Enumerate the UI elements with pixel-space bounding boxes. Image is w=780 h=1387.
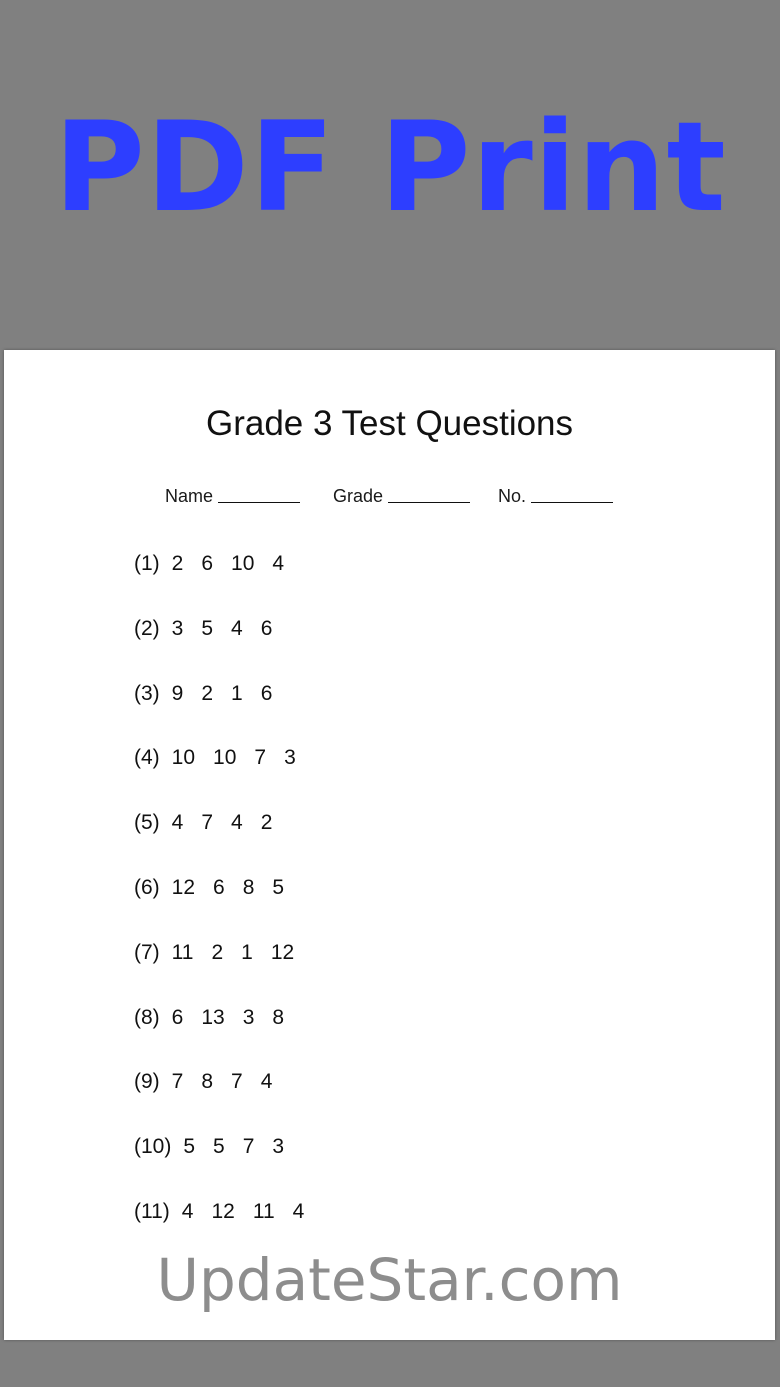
question-number: 4 [171,811,184,835]
number-label: No. [498,486,527,506]
question-number: 4 [181,1199,194,1223]
question-number: 11 [171,940,194,964]
question-label: (8) [134,1005,160,1029]
question-number: 8 [242,875,255,899]
question-item [134,546,314,611]
grade-blank-line [388,502,470,503]
question-number: 10 [171,746,196,770]
document-page[interactable] [4,350,775,1340]
question-label: (9) [134,1070,160,1094]
question-number: 6 [213,875,225,899]
question-number: 4 [260,1070,273,1094]
question-number: 5 [213,1135,225,1159]
question-number: 2 [260,811,273,835]
question-number: 5 [183,1135,196,1159]
question-number: 7 [231,1070,243,1094]
question-number: 10 [213,746,237,770]
banner-title: PDF Print [54,96,727,240]
question-item [134,1000,314,1065]
grade-field [333,486,470,507]
question-number: 7 [242,1135,255,1159]
question-label: (4) [134,746,160,770]
question-list [134,546,314,1259]
question-number: 12 [211,1199,235,1223]
question-number: 4 [231,616,243,640]
question-label: (7) [134,940,160,964]
name-blank-line [218,502,300,503]
question-number: 2 [171,552,184,575]
document-title: Grade 3 Test Questions [205,404,574,443]
question-number: 1 [241,940,253,964]
question-number: 7 [201,811,214,835]
question-item [134,611,314,676]
question-item [134,935,314,1000]
question-item [134,805,314,870]
question-number: 4 [292,1199,305,1223]
watermark: UpdateStar.com [156,1246,623,1314]
question-number: 3 [171,616,184,640]
question-label: (11) [134,1199,170,1223]
question-label: (6) [134,875,160,899]
question-number: 9 [171,681,184,705]
question-number: 5 [272,875,285,899]
question-number: 4 [272,552,285,575]
question-label: (5) [134,811,160,835]
question-label: (10) [134,1135,172,1159]
question-item [134,1064,314,1129]
question-number: 11 [252,1199,275,1223]
question-item [134,740,314,805]
question-number: 2 [201,681,214,705]
question-number: 7 [254,746,267,770]
question-number: 3 [272,1135,285,1159]
question-number: 8 [201,1070,214,1094]
question-number: 12 [171,875,196,899]
question-item [134,676,314,741]
question-number: 6 [201,552,214,575]
question-number: 10 [231,552,255,575]
question-number: 3 [284,746,296,770]
grade-label: Grade [333,486,384,506]
student-info-row [4,486,775,512]
question-label: (1) [134,552,160,575]
question-item [134,1129,314,1194]
question-number: 13 [201,1005,225,1029]
question-number: 4 [231,811,243,835]
question-number: 7 [171,1070,184,1094]
number-blank-line [531,502,613,503]
question-number: 8 [272,1005,285,1029]
question-number: 3 [242,1005,255,1029]
question-label: (3) [134,681,160,705]
number-field [498,486,613,507]
question-number: 5 [201,616,214,640]
question-item [134,870,314,935]
question-number: 2 [211,940,224,964]
name-label: Name [165,486,214,506]
question-number: 1 [231,681,243,705]
question-number: 12 [270,940,295,964]
question-number: 6 [171,1005,184,1029]
question-label: (2) [134,616,160,640]
name-field [165,486,300,507]
question-number: 6 [260,681,273,705]
question-number: 6 [260,616,273,640]
